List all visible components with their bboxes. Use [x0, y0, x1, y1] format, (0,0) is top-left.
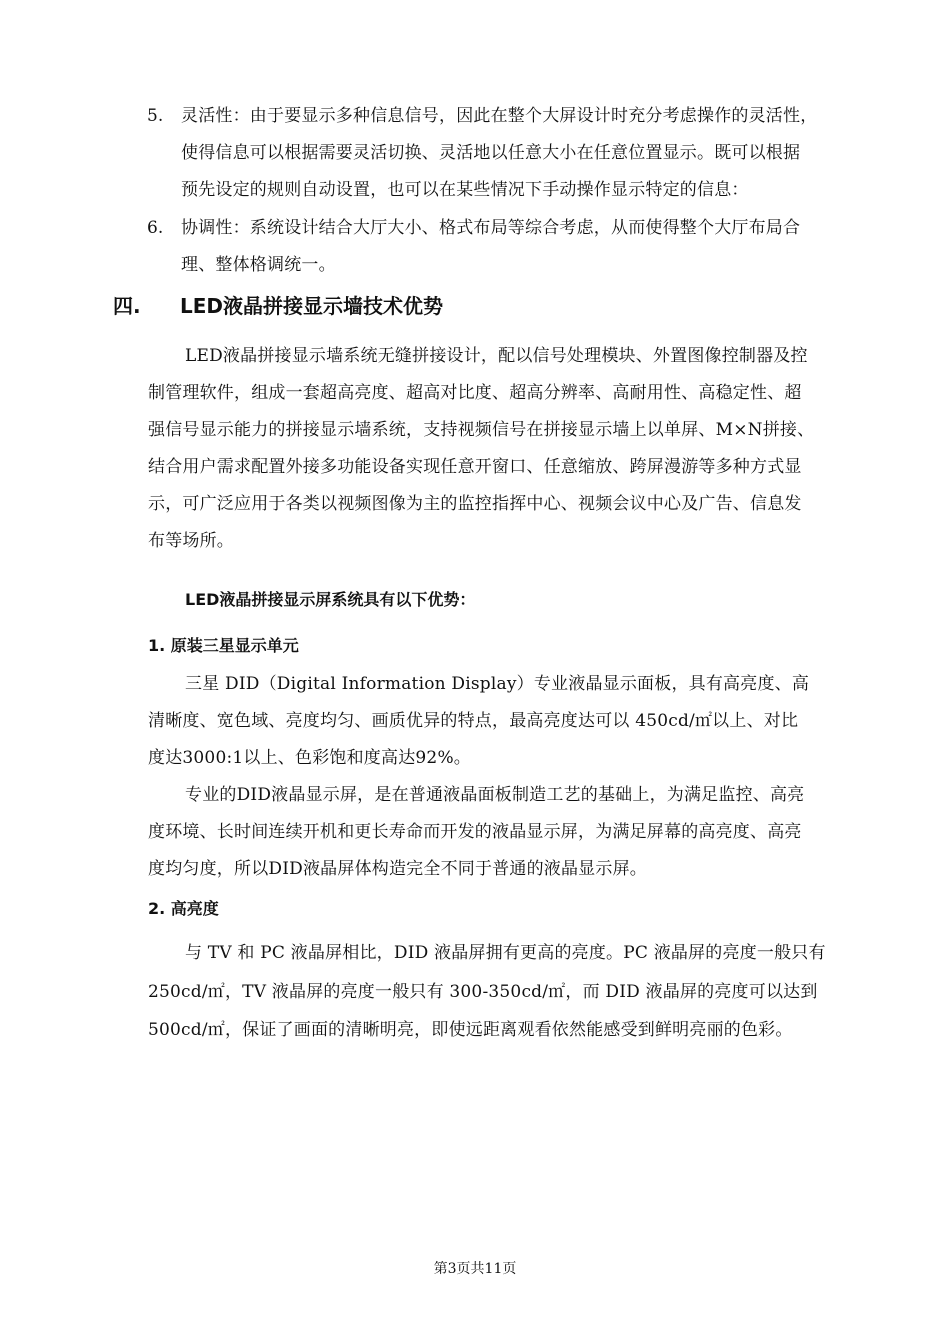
- subsection-1-heading: 1. 原装三星显示单元: [148, 636, 299, 655]
- list-item-6-line-2: 理、整体格调统一。: [181, 255, 336, 275]
- subsection-2-heading: 2. 高亮度: [148, 899, 219, 918]
- section-paragraph-line-6: 布等场所。: [148, 531, 234, 551]
- subsection-2-para-line-3: 500cd/㎡，保证了画面的清晰明亮，即使远距离观看依然能感受到鲜明亮丽的色彩。: [148, 1020, 793, 1040]
- subsection-2-para-line-2: 250cd/㎡，TV 液晶屏的亮度一般只有 300-350cd/㎡，而 DID 液晶屏的亮度可以达到: [148, 982, 818, 1002]
- section-paragraph-line-5: 示，可广泛应用于各类以视频图像为主的监控指挥中心、视频会议中心及广告、信息发: [148, 494, 802, 514]
- list-number-6: 6.: [147, 218, 164, 238]
- list-item-5-line-1: 灵活性：由于要显示多种信息信号，因此在整个大屏设计时充分考虑操作的灵活性，: [181, 106, 818, 126]
- subsection-1-para2-line-3: 度均匀度，所以DID液晶屏体构造完全不同于普通的液晶显示屏。: [148, 859, 647, 879]
- subsection-1-para1-line-1: 三星 DID（Digital Information Display）专业液晶显示面板，具有高亮度、高: [185, 674, 810, 694]
- page-footer: 第3页共11页: [433, 1261, 517, 1277]
- section-title: LED液晶拼接显示墙技术优势: [180, 294, 444, 318]
- list-number-5: 5.: [147, 106, 164, 126]
- subsection-2-para-line-1: 与 TV 和 PC 液晶屏相比，DID 液晶屏拥有更高的亮度。PC 液晶屏的亮度一般只有: [185, 943, 826, 963]
- advantages-heading: LED液晶拼接显示屏系统具有以下优势：: [185, 590, 476, 609]
- section-paragraph-line-4: 结合用户需求配置外接多功能设备实现任意开窗口、任意缩放、跨屏漫游等多种方式显: [148, 457, 802, 477]
- section-paragraph-line-2: 制管理软件，组成一套超高亮度、超高对比度、超高分辨率、高耐用性、高稳定性、超: [148, 383, 802, 403]
- subsection-1-para2-line-2: 度环境、长时间连续开机和更长寿命而开发的液晶显示屏，为满足屏幕的高亮度、高亮: [148, 822, 802, 842]
- section-paragraph-line-3: 强信号显示能力的拼接显示墙系统，支持视频信号在拼接显示墙上以单屏、M×N拼接、: [148, 420, 815, 440]
- section-paragraph-line-1: LED液晶拼接显示墙系统无缝拼接设计，配以信号处理模块、外置图像控制器及控: [185, 346, 808, 366]
- subsection-1-para1-line-3: 度达3000:1以上、色彩饱和度高达92%。: [148, 748, 471, 768]
- list-item-5-line-3: 预先设定的规则自动设置，也可以在某些情况下手动操作显示特定的信息：: [181, 180, 749, 200]
- subsection-1-para2-line-1: 专业的DID液晶显示屏，是在普通液晶面板制造工艺的基础上，为满足监控、高亮: [185, 785, 805, 805]
- section-number: 四.: [113, 294, 141, 318]
- list-item-5-line-2: 使得信息可以根据需要灵活切换、灵活地以任意大小在任意位置显示。既可以根据: [181, 143, 801, 163]
- subsection-1-para1-line-2: 清晰度、宽色域、亮度均匀、画质优异的特点，最高亮度达可以 450cd/㎡以上、对比: [148, 711, 799, 731]
- list-item-6-line-1: 协调性：系统设计结合大厅大小、格式布局等综合考虑，从而使得整个大厅布局合: [181, 218, 801, 238]
